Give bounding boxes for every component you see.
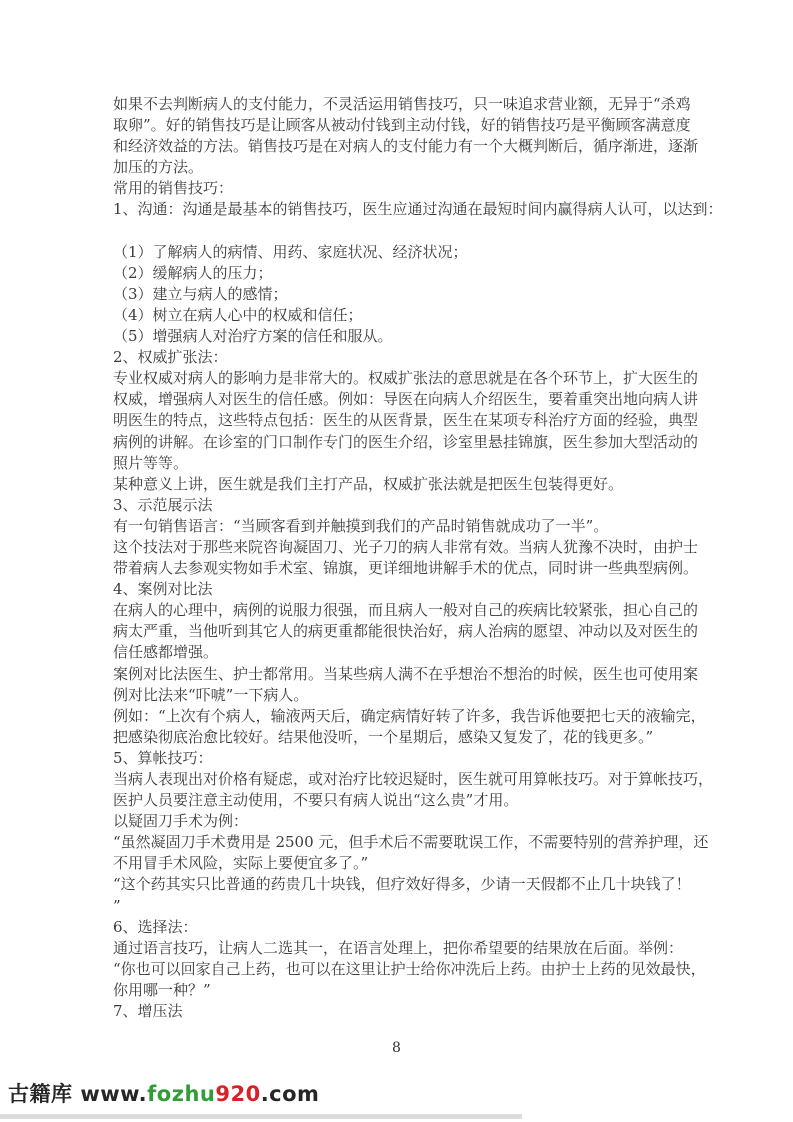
document-line: 专业权威对病人的影响力是非常大的。权威扩张法的意思就是在各个环节上，扩大医生的 (113, 369, 699, 388)
document-line: 6、选择法： (113, 917, 198, 936)
document-line: 不用冒手术风险，实际上要便宜多了。” (113, 854, 369, 873)
watermark-fozhu: fozhu (147, 1082, 216, 1106)
watermark-site-name: 古籍库 (8, 1082, 81, 1106)
document-line: 病例的讲解。在诊室的门口制作专门的医生介绍，诊室里悬挂锦旗，医生参加大型活动的 (113, 432, 699, 451)
document-line: 某种意义上讲，医生就是我们主打产品，权威扩张法就是把医生包装得更好。 (113, 474, 624, 493)
document-line: 7、增压法 (113, 1002, 183, 1021)
document-line: 病太严重，当他听到其它人的病更重都能很快治好，病人治病的愿望、冲动以及对医生的 (113, 622, 699, 641)
document-line: （4）树立在病人心中的权威和信任； (113, 305, 363, 324)
document-line: 1、沟通：沟通是最基本的销售技巧，医生应通过沟通在最短时间内赢得病人认可，以达到： (113, 200, 723, 219)
document-line: 和经济效益的方法。销售技巧是在对病人的支付能力有一个大概判断后，循序渐进，逐渐 (113, 137, 699, 156)
document-line: 常用的销售技巧： (113, 179, 234, 198)
document-line: 照片等等。 (113, 453, 189, 472)
document-line: 3、示范展示法 (113, 495, 213, 514)
document-line: 2、权威扩张法： (113, 348, 228, 367)
document-line: 如果不去判断病人的支付能力，不灵活运用销售技巧，只一味追求营业额，无异于“杀鸡 (113, 95, 691, 113)
document-body (113, 94, 723, 1022)
document-line: 在病人的心理中，病例的说服力很强，而且病人一般对自己的疾病比较紧张，担心自己的 (113, 601, 699, 620)
document-line: 例对比法来“吓唬”一下病人。 (113, 685, 309, 704)
document-line: 取卵”。好的销售技巧是让顾客从被动付钱到主动付钱，好的销售技巧是平衡顾客满意度 (113, 116, 691, 135)
document-line: （2）缓解病人的压力； (113, 263, 273, 282)
document-line: 信任感都增强。 (113, 643, 219, 662)
document-line: 5、算帐技巧： (113, 748, 213, 767)
document-line: 你用哪一种？” (113, 980, 211, 999)
document-line: 这个技法对于那些来院咨询凝固刀、光子刀的病人非常有效。当病人犹豫不决时，由护士 (113, 537, 699, 556)
document-line: 把感染彻底治愈比较好。结果他没听，一个星期后，感染又复发了，花的钱更多。” (113, 727, 654, 746)
document-line: 以疑固刀手术为例： (113, 812, 249, 831)
document-blank-line (113, 221, 691, 242)
document-line: 4、案例对比法 (113, 580, 213, 599)
document-line: （3）建立与病人的感情； (113, 284, 288, 303)
document-line: “这个药其实只比普通的药贵几十块钱，但疗效好得多，少请一天假都不止几十块钱了！ (113, 875, 691, 894)
footer-divider (0, 1114, 522, 1119)
document-line: 带着病人去参观实物如手术室、锦旗，更详细地讲解手术的优点，同时讲一些典型病例。 (113, 559, 699, 578)
document-line: （1）了解病人的病情、用药、家庭状况、经济状况； (113, 242, 468, 261)
document-line: 例如：“上次有个病人，输液两天后，确定病情好转了许多，我告诉他要把七天的液输完， (113, 706, 706, 725)
document-line: “你也可以回家自己上药，也可以在这里让护士给你冲洗后上药。由护士上药的见效最快， (113, 959, 706, 978)
watermark-com: .com (260, 1082, 320, 1106)
document-line: 权威，增强病人对医生的信任感。例如：导医在向病人介绍医生，要着重突出地向病人讲 (113, 390, 699, 409)
page-number: 8 (392, 1040, 401, 1056)
document-line: “虽然凝固刀手术费用是 2500 元，但手术后不需要耽误工作，不需要特别的营养护理，还 (113, 833, 709, 852)
document-line: 医护人员要注意主动使用，不要只有病人说出“这么贵”才用。 (113, 791, 519, 810)
document-line: 明医生的特点，这些特点包括：医生的从医背景，医生在某项专科治疗方面的经验，典型 (113, 411, 699, 430)
watermark-920: 920 (215, 1082, 261, 1106)
document-line: 加压的方法。 (113, 158, 204, 177)
document-line: ” (113, 896, 121, 915)
document-line: 有一句销售语言：“当顾客看到并触摸到我们的产品时销售就成功了一半”。 (113, 516, 609, 535)
document-line: （5）增强病人对治疗方案的信任和服从。 (113, 327, 393, 346)
watermark-logo (8, 1080, 319, 1108)
watermark-www: www. (80, 1082, 148, 1106)
document-line: 通过语言技巧，让病人二选其一，在语言处理上，把你希望要的结果放在后面。举例： (113, 938, 684, 957)
document-line: 案例对比法医生、护士都常用。当某些病人满不在乎想治不想治的时候，医生也可使用案 (113, 664, 699, 683)
document-line: 当病人表现出对价格有疑虑，或对治疗比较迟疑时，医生就可用算帐技巧。对于算帐技巧， (113, 770, 714, 788)
